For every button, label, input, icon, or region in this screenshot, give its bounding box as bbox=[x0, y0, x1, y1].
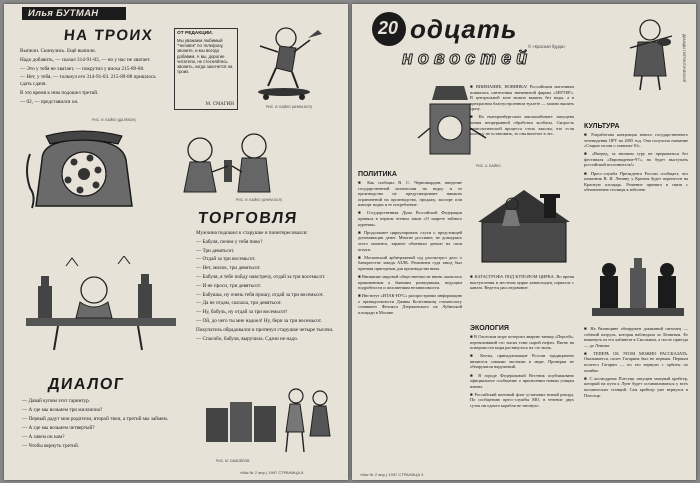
dialog-line: — А где мы возьмем три миллиона? bbox=[22, 407, 103, 413]
telephone-illustration bbox=[22, 130, 154, 220]
page-footer: «Мы Nr 2 апр.) 1997 СТРАНИЦА 8 bbox=[240, 470, 304, 475]
news-item: ■ Московский арбитражный суд рассмотрел дело о банкротстве завода АЗЛК. Решением суда завод был признан пригодным для производства вина. bbox=[358, 254, 462, 271]
news-item: ■ Продолжают циркулировать слухи о предстоящей дономинации денег. Многие россияне, не дожидаясь этого момента, заранее обменяли деньги на свои штуки. bbox=[358, 229, 462, 252]
column-2c bbox=[470, 334, 574, 472]
column-3 bbox=[584, 132, 688, 244]
trio-line: Выпили. Скинулись. Ещё выпили. bbox=[20, 48, 96, 54]
author-banner bbox=[22, 7, 126, 20]
skateboarder-illustration bbox=[248, 16, 330, 104]
drinkers-illustration bbox=[172, 122, 292, 200]
dialog-line: — Чтобы вернуть третий. bbox=[22, 443, 80, 449]
trade-line: — И не проси, три девятьсот. bbox=[196, 282, 262, 289]
logo-number: 20 bbox=[378, 18, 399, 38]
dialog-line: — А где мы возьмем четвертый? bbox=[22, 425, 95, 431]
heading-torgovlya: ТОРГОВЛЯ bbox=[197, 210, 299, 227]
news-item: ■ Российский военный флот установил новый рекорд. По сообщению пресс-службы МО, в течение двух суток ни одного корабля не затонуло. bbox=[470, 391, 574, 409]
page-footer: «Мы Nr 2 апр.) 1997 СТРАНИЦА 9 bbox=[360, 472, 424, 477]
column-2 bbox=[470, 84, 574, 184]
heading-na-troih: НА ТРОИХ bbox=[63, 27, 155, 44]
trade-line: Покупатель обрадовался и протянул старушке четыре тысячи. bbox=[196, 326, 334, 333]
trio-text bbox=[20, 48, 160, 108]
trade-line: — Нет, милок, три девятьсот. bbox=[196, 265, 261, 272]
news-item: ■ На Рязанщине обнаружен домашний питомец — собачий патруль, которая наблюдала за Лениным. Ее выкинуть из его кабинета в Смольном, а после приезда — до Ленина. bbox=[584, 326, 688, 348]
trade-line: — Бабуля, я тебе пойду навстречу, отдай за три восемьсот. bbox=[196, 273, 326, 280]
trade-line: — Три девятьсот. bbox=[196, 247, 235, 254]
logo-word-2: новостей bbox=[402, 48, 533, 68]
ecology-header: ЭКОЛОГИЯ bbox=[470, 325, 509, 332]
news-item: ■ ТЕПЕРЬ ОБ ЭТОМ МОЖНО РАССКАЗАТЬ. Оказывается, полет Гагарина был не первым. Первым полетел Гагарин — но его вернули с орбиты по ошибке. bbox=[584, 350, 688, 373]
pub-illustration bbox=[18, 256, 182, 354]
news-item: ■ ВНИМАНИЕ, НОВИНКА! Российским магазинам появилась сантехника знаменитой фирмы «ЗЕРТЕР». В центральной зоне можно выпить без воды, а в прекрасном благоустроенном туалете — можно выпить сразу. bbox=[470, 84, 574, 112]
dialog-line: — А зачем он нам? bbox=[22, 434, 65, 440]
column-3b bbox=[584, 326, 688, 472]
author-name: Илья БУТМАН bbox=[28, 8, 99, 19]
trade-line: — Спасибо, бабуля, выручила. Сдачи не надо. bbox=[196, 335, 299, 342]
trio-line: Надо добавить, — сказал 314-91-03, — но у нас не хватает. bbox=[20, 56, 151, 63]
left-page bbox=[4, 4, 348, 480]
news-item: ■ Как сообщил В. С. Черномырдин, введение государственной монополии на водку и ее производство не предусматривает никаких ограничений на производство, продажу, экспорт или импорт водки и ее потребление. bbox=[358, 180, 462, 208]
editorial-box bbox=[174, 28, 238, 110]
logo-word-1: одцать bbox=[410, 14, 518, 44]
news-item: ■ С космодрома Плесецк запущен мощный крейсер, который на пути к Луне будет останавливаться у всех космических станций. Сам крейсер уже вернулся в Плесецк. bbox=[584, 375, 688, 398]
trio-line: В это время к ним подошел третий. bbox=[20, 89, 99, 96]
editorial-text: Мы уважаем любимый "человек" по телефону, звоните, и мы всегда добавим. А вы, дорогие читатели, не стесняйтесь звонить, когда захочется на троих. bbox=[177, 38, 233, 75]
news-item: ■ На екатеринбургском мясокомбинате запущена линия непрерывной обработки колбасы. Скорость технологической процесса столь высока, что если колбасу не остановить, то она вылетит в лес. bbox=[470, 114, 574, 137]
trade-line: Мужчина подошел к старушке и поинтересовался: bbox=[196, 230, 308, 236]
news-item: ■ В Охотском море потерпел аварию танкер «Персей», перевозивший сто тысяч тонн сырой нефти. Пятно на поверхности моря растянулось на сто миль. bbox=[470, 334, 574, 351]
news-item: ■ В городе Федеральный Вестник опубликовано официальное сообщение о присвоении новым улицам имени. bbox=[470, 372, 574, 389]
culture-header: КУЛЬТУРА bbox=[584, 123, 620, 130]
heading-dialog: ДИАЛОГ bbox=[47, 376, 126, 393]
credit: РИС. И. БАЙКО (АНИМ-КОЛ) bbox=[266, 105, 312, 109]
statues-illustration bbox=[588, 250, 688, 322]
trade-line: — Ой, до чего ты мне надоел! Ну, бери за три восемьсот. bbox=[196, 317, 322, 324]
trio-line: — Это у тебя не хватает, — покрутил у виска 215-89-88. bbox=[20, 65, 145, 72]
violinist-illustration bbox=[614, 12, 686, 92]
trade-text bbox=[196, 230, 342, 344]
news-item: ■ Разработана концепция нового государственного телевидения ОРТ на 2005 год. Она получила название «Старые песни о главном-10». bbox=[584, 132, 688, 149]
circus-illustration bbox=[472, 182, 576, 270]
news-item: ■ Котлы, принадлежащие России традиционно являются самыми чистыми в мире. Проверки не обнаружили нарушений. bbox=[470, 353, 574, 370]
trade-line: — Ну, бабуль, ну отдай за три восемьсот! bbox=[196, 309, 288, 316]
credit: РИС. А. БАЙКО bbox=[476, 164, 501, 168]
dialog-text bbox=[22, 398, 172, 452]
dialog-line: — Первый дадут мои родители, второй твои, а третий мы займем. bbox=[22, 416, 169, 422]
editorial-sign: М. СМАГИН bbox=[205, 101, 234, 107]
credit: РИС. М. САМОЙЛОВ bbox=[216, 459, 250, 463]
editorial-title: ОТ РЕДАКЦИИ. bbox=[177, 31, 213, 36]
credit: РИС. И. БАЙКО (ДАЛЕКОЕ) bbox=[92, 118, 136, 122]
credit: РИС. И. БАЙКО (АНИМ-КОЛ) bbox=[236, 198, 282, 202]
politics-header: ПОЛИТИКА bbox=[358, 171, 397, 178]
news-item: ■ «Вперед, за звонком гуру не прерываться без фестиваля «Евровидение-97», но будет выступать российский исполнитель!» bbox=[584, 151, 688, 168]
logo-circle bbox=[372, 12, 406, 46]
news-item: ■ Внимание мировой общественности вновь оказалось прикованным к бывшим разведчикам, ведущим подробности и положениям независимости. bbox=[358, 273, 462, 291]
furniture-illustration bbox=[200, 376, 340, 462]
news-item: ■ Пресс-служба Президента России сообщает, что памятник В. И. Ленину у Кремля будет перенесен на Красную площадь. Решение принято в связи с обновлением столицы к юбилею. bbox=[584, 170, 688, 193]
right-page bbox=[352, 4, 696, 480]
credit: ДВАЖДЫ ПАТРИОТИЧЕСКИЙ bbox=[682, 34, 686, 83]
trio-line: — Нет, у тебя, — толкнул его 314-91-03. 215-89-88 пришлось сдать сдачи. bbox=[20, 74, 156, 88]
news-item: ■ Государственная Дума Российской Федерации приняла в первом чтении закон «О запрете тайного курения». bbox=[358, 210, 462, 227]
trade-line: — Бабуля, почем у тебя пиво? bbox=[196, 238, 263, 245]
trade-line: — Бабушка, ну очень тебя прошу, отдай за три восемьсот. bbox=[196, 291, 324, 298]
trio-line: — 02, — представился он. bbox=[20, 98, 79, 105]
trade-line: — Отдай за три восемьсот. bbox=[196, 256, 256, 263]
dialog-line: — Давай купим этот гарнитур. bbox=[22, 398, 91, 404]
logo-tag: © «Красная бурда» bbox=[528, 44, 566, 49]
news-item: ■ Институт «ИТАК-НУС» распространил информацию о принадлежности Дживы Колесникову стоматологу стоявшего Феликса Дзержинского на Лубянской площади в Москве. bbox=[358, 293, 462, 315]
column-1 bbox=[358, 180, 462, 472]
trade-line: — Да не отдам, сказала, три девятьсот. bbox=[196, 300, 282, 307]
news-item: ■ КАТАСТРОФА ПОД КУПОЛОМ ЦИРКА. Во время выступления в местном цирке канатоходец сорвался с каната. Ведется расследование. bbox=[470, 274, 574, 291]
column-2b bbox=[470, 274, 574, 332]
